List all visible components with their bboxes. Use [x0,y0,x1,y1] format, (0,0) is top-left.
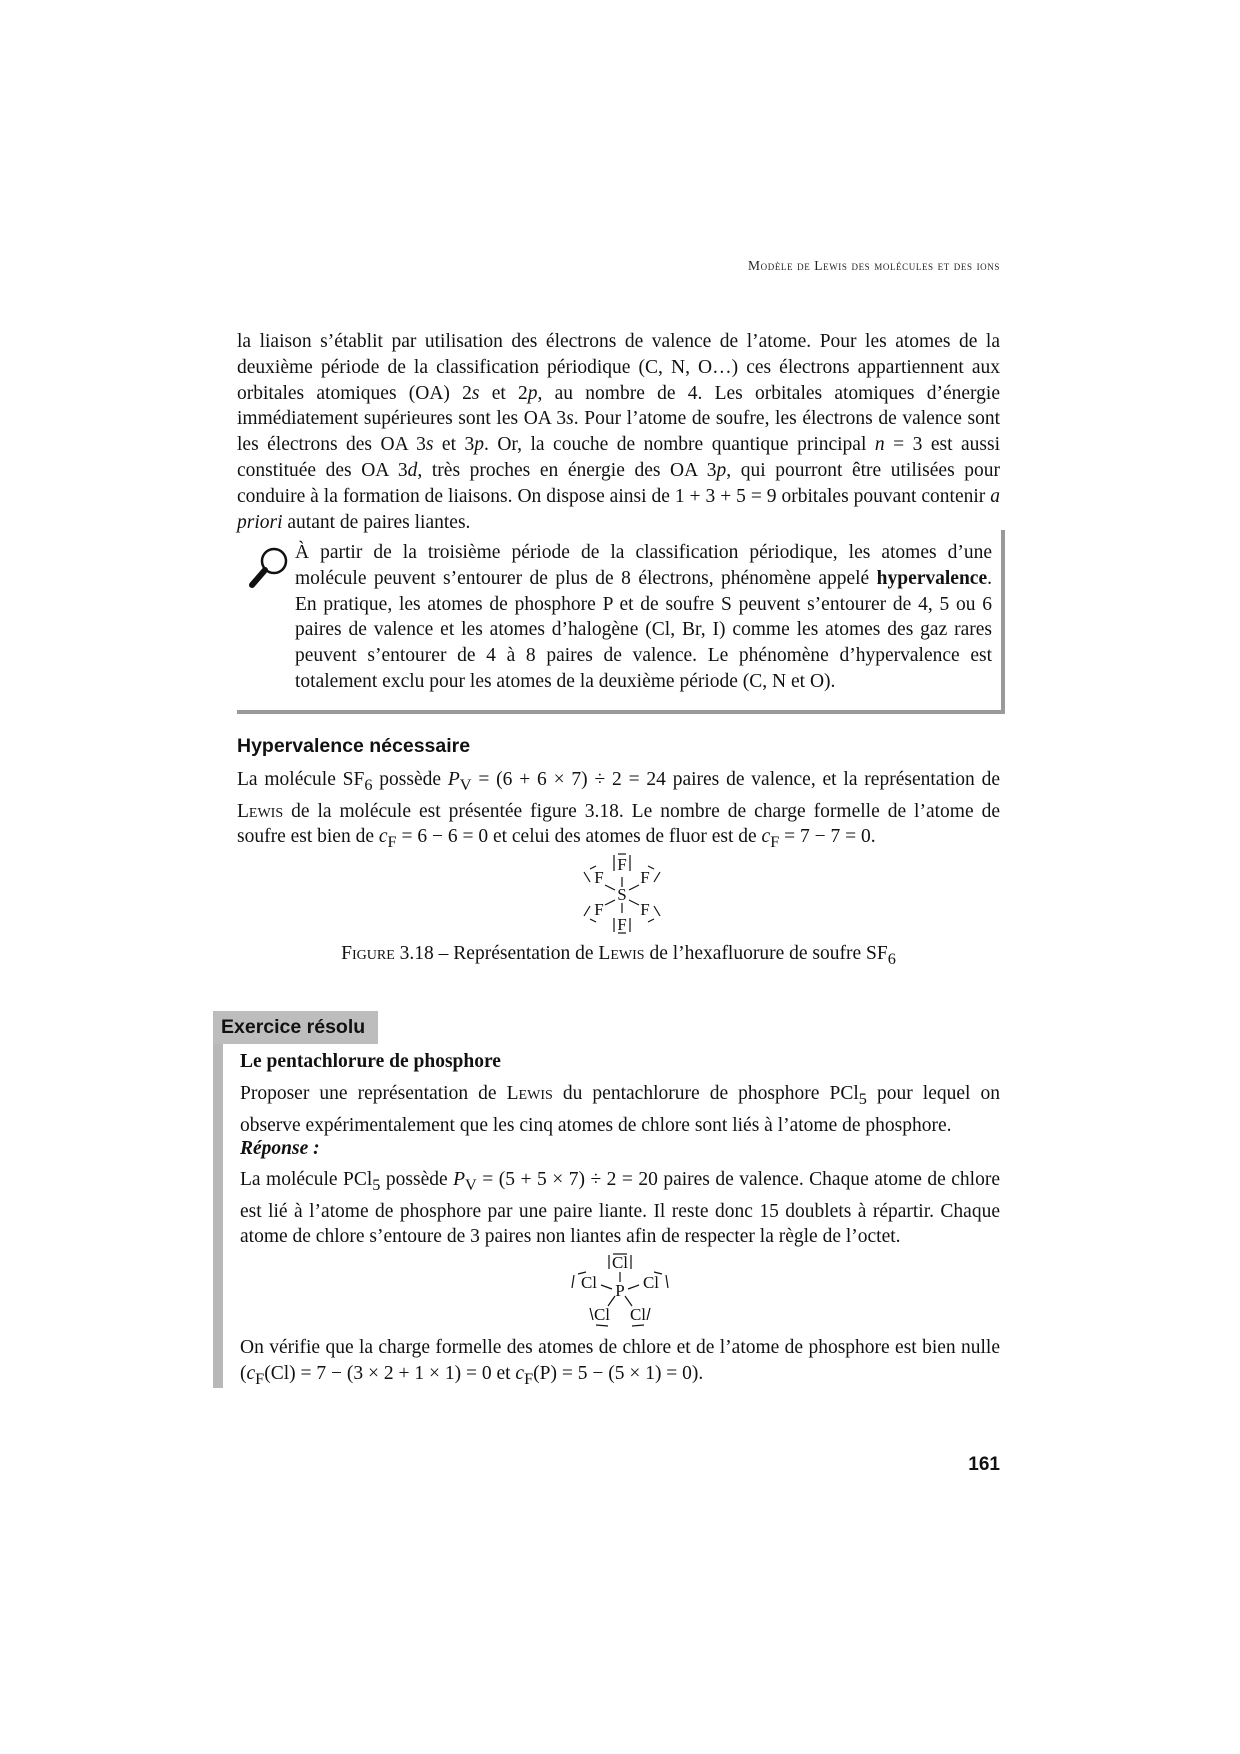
figure-caption: Figure 3.18 – Représentation de Lewis de l’hexafluorure de soufre $SF_6$ [341,943,896,968]
lone-pair [584,906,590,916]
remark-box [237,530,1005,714]
bond [629,885,639,890]
remark-text: À partir de la troisième période de la classification périodique, les atomes d’une molécule peuvent s’entourer de plus de 8 électrons, phénomène appelé hypervalence. En pratique, les atomes de phosphore P et de soufre S peuvent s’entourer de 4, 5 ou 6 paires de valence et les atomes d’halogène (Cl, Br, I) comme les atomes des gaz rares peuvent s’entourer de 4 à 8 paires de valence. Le phénomène d’hypervalence est totalement exclu pour les atomes de la deuxième période (C, N et O). [295,542,992,692]
running-head: Modèle de Lewis des molécules et des ions [748,258,1000,273]
exercise-title: Le pentachlorure de phosphore [240,1051,501,1072]
bond [605,900,615,905]
ligand-atom: Cl [642,1273,660,1292]
lone-pair [648,919,654,922]
lone-pair [584,872,590,882]
bond [629,900,639,905]
ligand-atom: Cl [611,1253,629,1272]
exercise-side-bar [213,1044,223,1388]
ligand-atom: Cl [580,1273,598,1292]
lone-pair [572,1275,574,1288]
bond [628,1285,639,1289]
exercise-label: Exercice résolu [213,1011,378,1044]
ligand-atom: F [640,868,650,887]
page-number: 161 [968,1454,1000,1475]
lone-pair [632,1325,644,1326]
answer-label: Réponse : [240,1138,320,1159]
ligand-atom: F [594,900,604,919]
ligand-atom: F [640,900,650,919]
lone-pair [596,1325,608,1326]
ligand-atom: Cl [593,1305,611,1324]
central-atom: S [617,885,627,904]
sf6-lewis-structure [580,852,664,934]
section-title: Hypervalence nécessaire [237,735,471,757]
lone-pair [647,1308,650,1320]
ligand-atom: Cl [629,1305,647,1324]
lone-pair [590,919,596,922]
ligand-atom: F [617,855,627,874]
magnifier-icon [247,544,291,590]
central-atom: P [615,1281,625,1300]
lone-pair [590,1308,593,1320]
intro-paragraph: la liaison s’établit par utilisation des électrons de valence de l’atome. Pour les atomes de la deuxième période de la classification périodique (C, N, O…) ces électrons appartiennent aux orbitales atomiques (OA) 2s et 2p, au nombre de 4. Les orbitales atomiques d’énergie immédiatement supérieures sont les OA 3s. Pour l’atome de soufre, les électrons de valence sont les électrons des OA 3s et 3p. Or, la couche de nombre quantique principal n = 3 est aussi constituée des OA 3d, très proches en énergie des OA 3p, qui pourront être utilisées pour conduire à la formation de liaisons. On dispose ainsi de 1 + 3 + 5 = 9 orbitales pouvant contenir a priori autant de paires liantes. [237,331,1001,533]
bond [605,885,615,890]
lone-pair [654,872,660,882]
pcl5-lewis-structure [568,1252,672,1328]
exercise-conclusion: On vérifie que la charge formelle des atomes de chlore et de l’atome de phosphore est bien nulle ($c_F(Cl) = 7 - (3 \times 2 + 1 \times 1) = 0$ et $c_F(P) = 5 - (5 \times 1) = 0$). [240,1337,1000,1388]
bond [601,1285,612,1289]
lone-pair [654,906,660,916]
sf6-paragraph: La molécule $SF_6$ possède $P_V = (6 + 6 \times 7) \div 2 = 24$ paires de valence, et la représentation de Lewis de la molécule est présentée figure 3.18. Le nombre de charge formelle de l’atome de soufre est bien de $c_F = 6 - 6 = 0$ et celui des atomes de fluor est de $c_F = 7 - 7 = 0$. [237,769,1000,852]
ligand-atom: F [617,915,627,934]
ligand-atom: F [594,868,604,887]
exercise-answer: La molécule PCl$_5$ possède $P_V = (5 + 5 \times 7) \div 2 = 20$ paires de valence. Chaque atome de chlore est lié à l’atome de phosphore par une paire liante. Il reste donc 15 doublets à répartir. Chaque atome de chlore s’entoure de 3 paires non liantes afin de respecter la règle de l’octet. [240,1169,1000,1248]
lone-pair [666,1275,668,1288]
exercise-statement: Proposer une représentation de Lewis du pentachlorure de phosphore PCl$_5$ pour lequel on observe expérimentalement que les cinq atomes de chlore sont liés à l’atome de phosphore. [240,1083,1001,1136]
